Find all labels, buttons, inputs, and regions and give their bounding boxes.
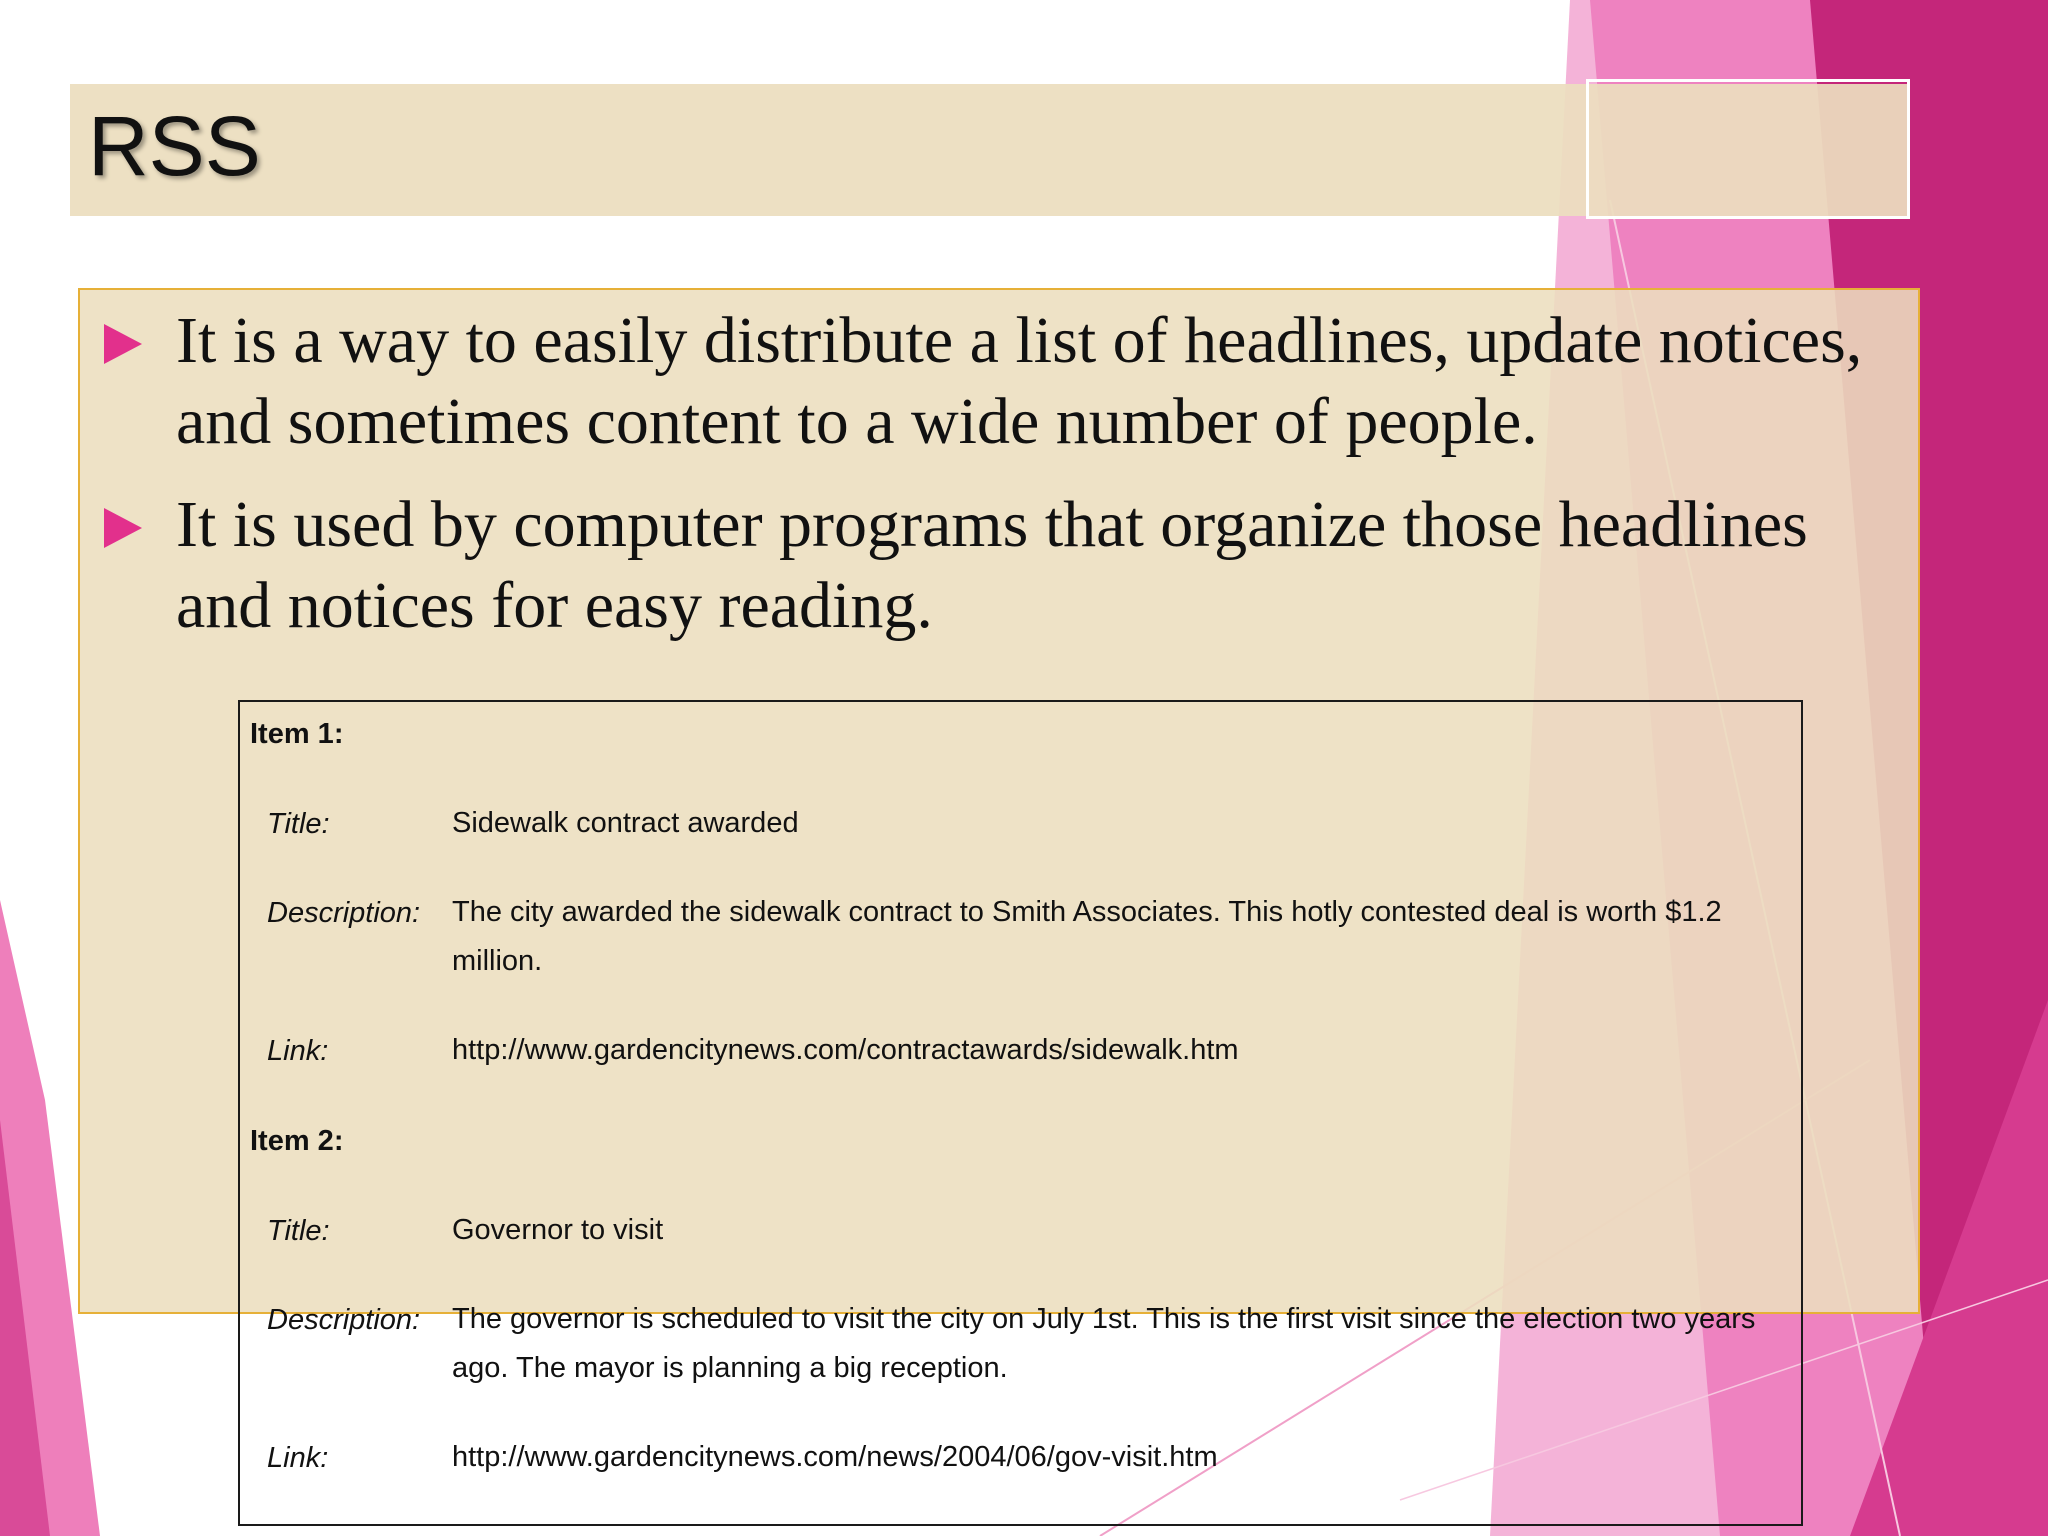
bullet-text: It is used by computer programs that organize those headlines and notices for easy reading. (176, 488, 1808, 642)
bullet-item (100, 300, 1900, 462)
title-frame (1586, 79, 1910, 219)
triangle-bullet-icon (104, 324, 142, 364)
title-label: Title: (267, 1215, 330, 1247)
description-label: Description: (267, 897, 421, 929)
title-value: Governor to visit (452, 1214, 664, 1246)
triangle-bullet-icon (104, 508, 142, 548)
item-heading: Item 1: (250, 718, 344, 750)
description-label: Description: (267, 1304, 421, 1336)
title-value: Sidewalk contract awarded (452, 807, 799, 839)
bullet-list (100, 300, 1900, 668)
link-value: http://www.gardencitynews.com/contractawards/sidewalk.htm (452, 1034, 1239, 1066)
link-value: http://www.gardencitynews.com/news/2004/06/gov-visit.htm (452, 1441, 1218, 1473)
link-label: Link: (267, 1442, 329, 1474)
bullet-item (100, 484, 1900, 646)
rss-example-box (238, 700, 1803, 1526)
slide-title: RSS (88, 99, 261, 193)
bullet-text: It is a way to easily distribute a list of headlines, update notices, and sometimes content to a wide number of people. (176, 304, 1863, 458)
description-value: The city awarded the sidewalk contract to Smith Associates. This hotly contested deal is worth $1.2 million. (452, 896, 1722, 977)
title-label: Title: (267, 808, 330, 840)
link-label: Link: (267, 1035, 329, 1067)
description-value: The governor is scheduled to visit the city on July 1st. This is the first visit since the election two years ago. The mayor is planning a big reception. (452, 1303, 1756, 1384)
item-heading: Item 2: (250, 1125, 344, 1157)
